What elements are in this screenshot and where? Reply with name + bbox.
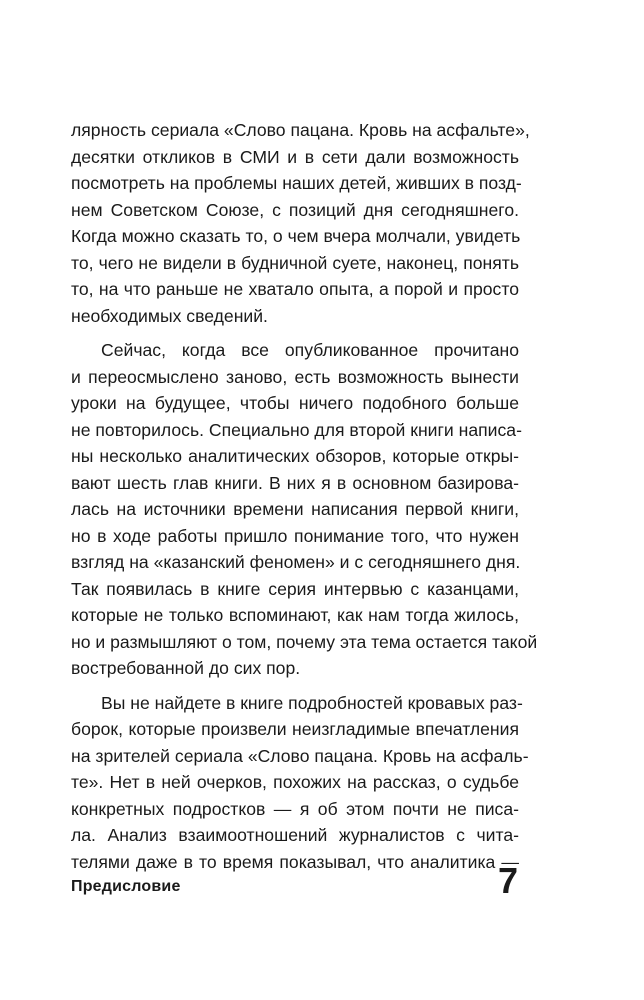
text-line: нем Советском Союзе, с позиций дня сегодняшнего.: [71, 199, 519, 220]
text-line: взгляд на «казанский феномен» и с сегодняшнего дня.: [71, 552, 521, 572]
text-line: вают шесть глав книги. В них я в основном базирова-: [71, 472, 519, 493]
text-line: Когда можно сказать то, о чем вчера молчали, увидеть: [71, 226, 521, 246]
running-footer-title: Предисловие: [71, 878, 181, 895]
text-line: лась на источники времени написания первой книги,: [71, 499, 519, 519]
page-number: 7: [497, 860, 518, 901]
text-line: но в ходе работы пришло понимание того, что нужен: [71, 525, 519, 546]
text-line: уроки на будущее, чтобы ничего подобного больше: [71, 393, 519, 413]
page-body: [71, 117, 538, 875]
text-line: необходимых сведений.: [71, 305, 268, 326]
paragraph: [71, 690, 529, 876]
text-line: Сейчас, когда все опубликованное прочитано: [101, 340, 519, 360]
text-line: десятки откликов в СМИ и в сети дали возможность: [71, 146, 519, 167]
text-line: то, на что раньше не хватало опыта, а порой и просто: [71, 279, 519, 299]
text-line: но и размышляют о том, почему эта тема остается такой: [71, 631, 538, 652]
text-line: на зрителей сериала «Слово пацана. Кровь на асфаль-: [71, 745, 529, 766]
text-line: ны несколько аналитических обзоров, которые откры-: [71, 446, 519, 466]
text-line: те». Нет в ней очерков, похожих на рассказ, о судьбе: [71, 772, 519, 792]
text-line: не повторилось. Специально для второй книги написа-: [71, 419, 522, 440]
text-line: которые не только вспоминают, как нам тогда жилось,: [71, 605, 519, 625]
text-line: борок, которые произвели неизгладимые впечатления: [71, 719, 519, 739]
text-line: посмотреть на проблемы наших детей, живших в позд-: [71, 173, 522, 193]
text-line: Так появилась в книге серия интервью с казанцами,: [71, 578, 519, 599]
text-line: конкретных подростков — я об этом почти не писа-: [71, 798, 519, 819]
paragraph: [71, 117, 530, 329]
text-line: лярность сериала «Слово пацана. Кровь на асфальте»,: [71, 120, 530, 140]
text-line: востребованной до сих пор.: [71, 658, 301, 678]
text-line: ла. Анализ взаимоотношений журналистов с чита-: [71, 825, 519, 845]
text-line: и переосмыслено заново, есть возможность вынести: [71, 366, 519, 387]
paragraph: [71, 337, 538, 682]
text-line: телями даже в то время показывал, что аналитика —: [71, 851, 519, 872]
text-line: то, чего не видели в будничной суете, наконец, понять: [71, 252, 519, 273]
text-line: Вы не найдете в книге подробностей кровавых раз-: [101, 692, 523, 713]
